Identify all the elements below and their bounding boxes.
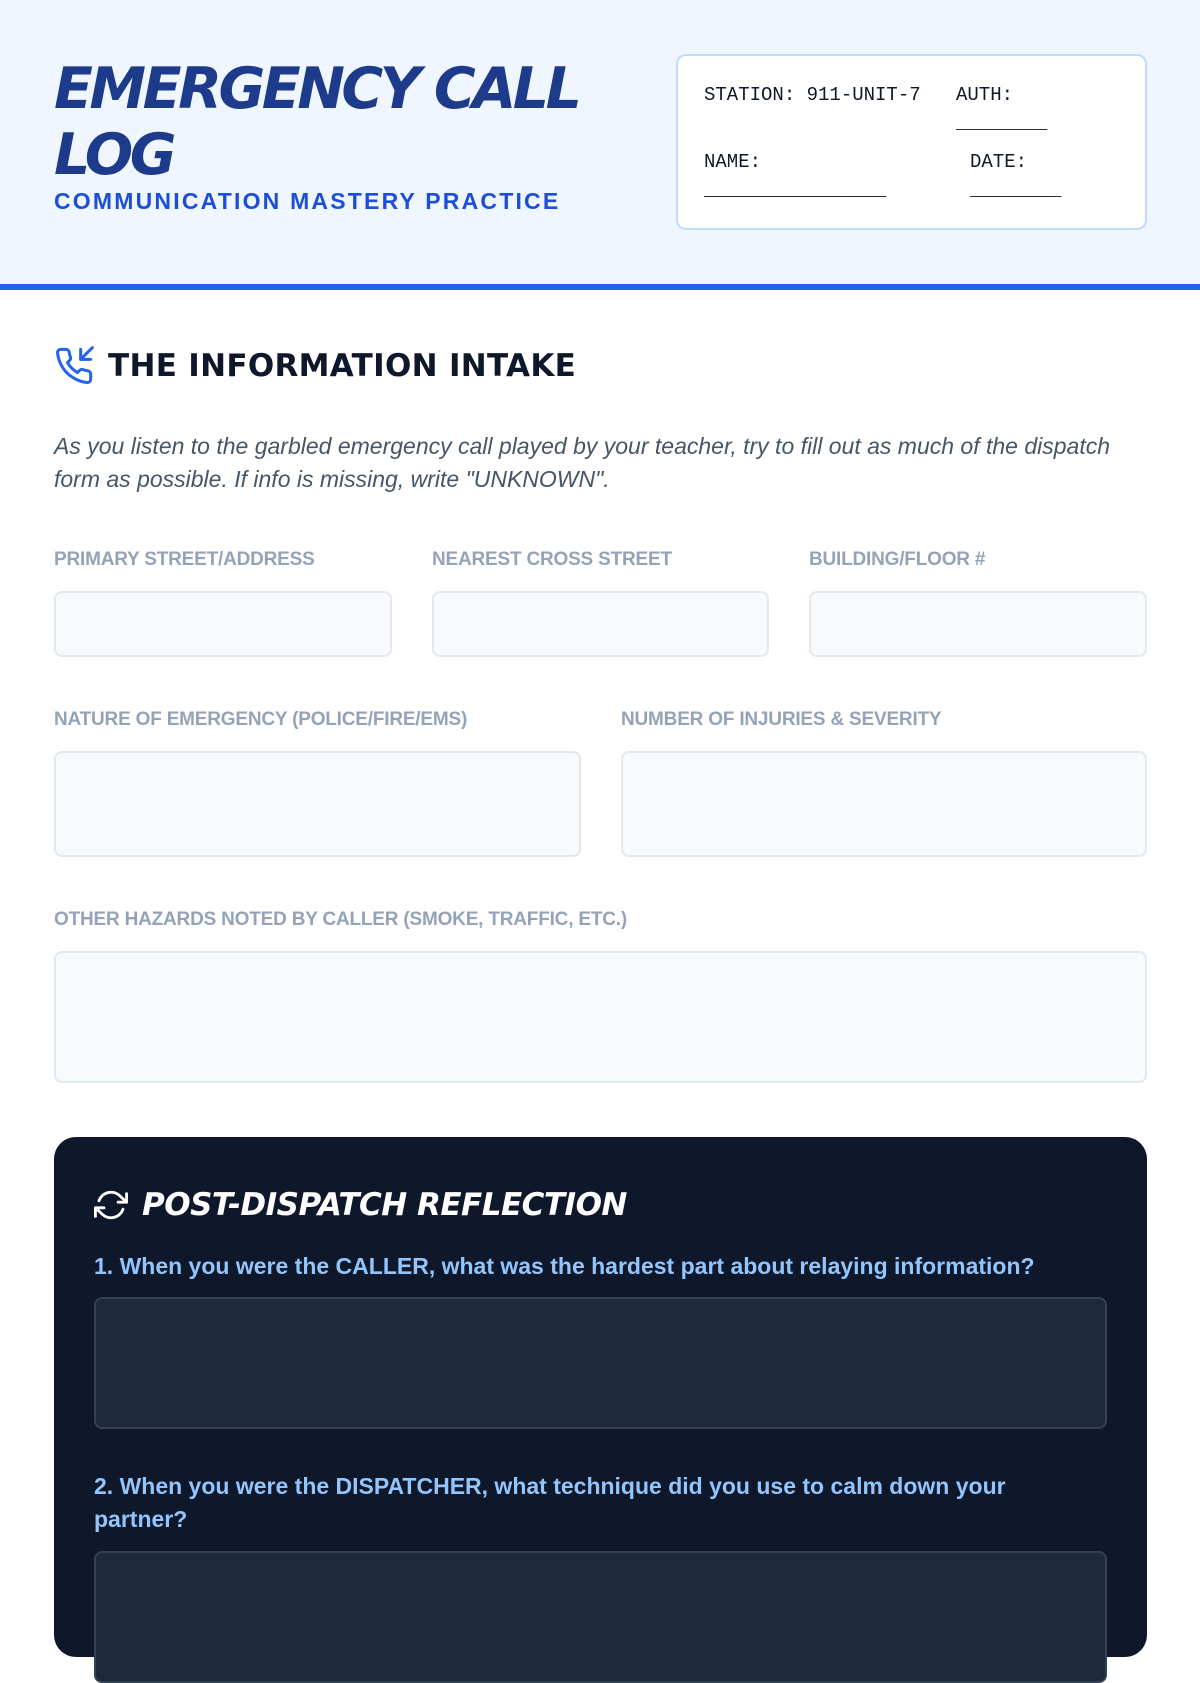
page-subtitle: COMMUNICATION MASTERY PRACTICE (54, 188, 561, 214)
injuries-input[interactable] (621, 751, 1147, 857)
name-field[interactable]: ________________ (704, 179, 887, 201)
building-floor-input[interactable] (809, 591, 1147, 657)
name-label: NAME: (704, 151, 762, 173)
reflection-header (94, 1183, 627, 1227)
reflection-answer-1[interactable] (94, 1297, 1107, 1429)
reflection-answer-2[interactable] (94, 1551, 1107, 1683)
phone-incoming-icon (54, 346, 94, 386)
date-label: DATE: (970, 151, 1028, 173)
hazards-label: OTHER HAZARDS NOTED BY CALLER (SMOKE, TRAFFIC, ETC.) (54, 909, 627, 930)
reflection-title: POST-DISPATCH REFLECTION (142, 1187, 627, 1223)
street-label: PRIMARY STREET/ADDRESS (54, 549, 315, 570)
hazards-input[interactable] (54, 951, 1147, 1083)
reflection-question-2: 2. When you were the DISPATCHER, what technique did you use to calm down your partner? (94, 1473, 1006, 1532)
cross-street-label: NEAREST CROSS STREET (432, 549, 672, 570)
reflection-question-1: 1. When you were the CALLER, what was the hardest part about relaying information? (94, 1253, 1035, 1279)
cross-street-input[interactable] (432, 591, 769, 657)
building-floor-label: BUILDING/FLOOR # (809, 549, 986, 570)
intake-instructions: As you listen to the garbled emergency call played by your teacher, try to fill out as much of the dispatch form as possible. If info is missing, write "UNKNOWN". (54, 433, 1111, 492)
intake-section-header (54, 344, 576, 388)
station-id: STATION: 911-UNIT-7 (704, 84, 921, 106)
emergency-nature-label: NATURE OF EMERGENCY (POLICE/FIRE/EMS) (54, 709, 468, 730)
page-header (0, 0, 1200, 290)
auth-label: AUTH: (956, 84, 1014, 106)
auth-field[interactable]: ________ (956, 112, 1048, 134)
injuries-label: NUMBER OF INJURIES & SEVERITY (621, 709, 942, 730)
intake-section-title: THE INFORMATION INTAKE (108, 348, 577, 384)
station-info-card (676, 54, 1147, 230)
emergency-nature-input[interactable] (54, 751, 581, 857)
date-field[interactable]: ________ (970, 179, 1062, 201)
page-title: EMERGENCY CALL LOG (54, 56, 579, 188)
refresh-icon (94, 1188, 128, 1222)
street-input[interactable] (54, 591, 392, 657)
reflection-panel (54, 1137, 1147, 1657)
